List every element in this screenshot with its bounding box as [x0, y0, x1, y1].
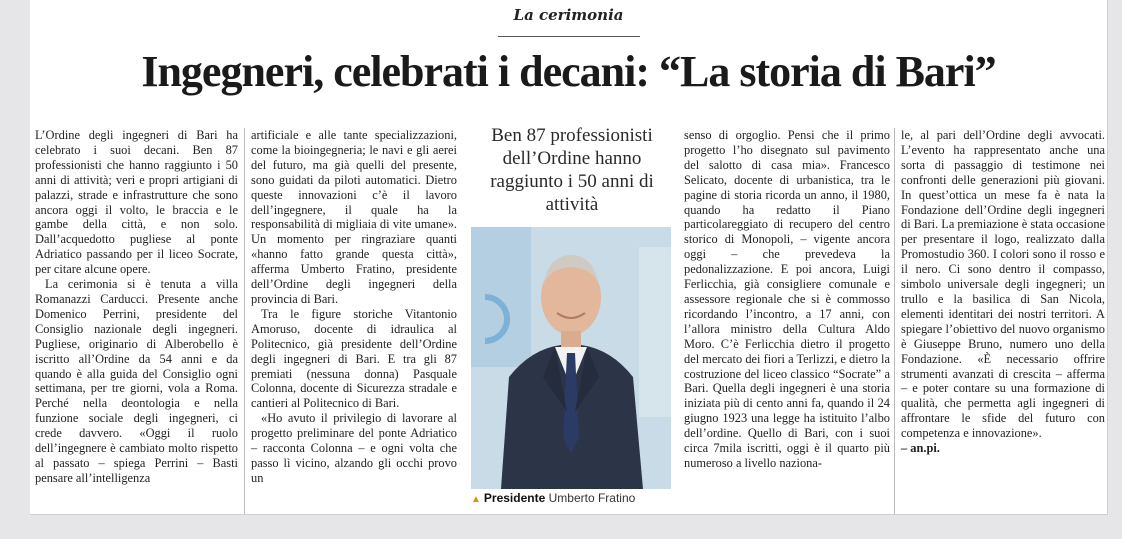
caption-name: Umberto Fratino: [548, 491, 636, 505]
caption-label: Presidente: [483, 491, 546, 505]
column-divider: [244, 128, 245, 514]
paragraph: artificiale e alle tante specializzazioni, come la bioingegneria; le navi e gli aerei del futuro, ma già quelli del presente, sono guidati da piloti automatici. Dietro queste innovazioni c’è il lavoro dell’ingegnere, il quale ha la responsabilità di migliaia di vite umane». Un momento per ringraziare quanti «hanno fatto grande questa città», afferma Umberto Fratino, presidente dell’Ordine degli ingegneri della provincia di Bari.: [251, 128, 457, 306]
paragraph: Tra le figure storiche Vitantonio Amoruso, docente di idraulica al Politecnico, già presidente dell’Ordine degli ingegneri di Bari. E tra gli 87 premiati (nessuna donna) Pasquale Colonna, docente di Sicurezza stradale e cantieri al Politecnico di Bari.: [251, 306, 457, 411]
triangle-up-icon: ▲: [471, 494, 481, 505]
paragraph: le, al pari dell’Ordine degli avvocati. L’evento ha rappresentato anche una sorta di passaggio di testimone nei confronti delle generazioni più giovani. In quest’ottica un mese fa è nata la Fondazione dell’Ordine degli ingegneri di Bari. La premiazione è stata occasione per presentare il logo, realizzato dalla Promostudio 360. I colori sono il rosso e il nero. Ci sono dentro il compasso, simbolo universale degli ingegneri; un trullo e la basilica di San Nicola, elementi identitari dei nostri territori. A spiegare l’obiettivo del nuovo organismo è Giuseppe Bruno, numero uno della Fondazione. «È necessario offrire strumenti avanzati di crescita – afferma – e poter contare su una formazione di qualità, che permetta agli ingegneri di affrontare le sfide del futuro con competenza e innovazione».: [901, 128, 1106, 441]
author-signature: – an.pi.: [901, 441, 940, 456]
text-column-5: [901, 128, 1105, 456]
paragraph: «Ho avuto il privilegio di lavorare al progetto preliminare del ponte Adriatico – racconta Colonna – e ogni volta che passo lì vicino, alzando gli occhi provo un: [251, 411, 457, 485]
portrait-photo: [471, 227, 671, 489]
kicker-divider: [498, 36, 640, 37]
paragraph: senso di orgoglio. Pensi che il primo progetto l’ho disegnato sul pavimento del salotto di casa mia». Francesco Selicato, docente di urbanistica, tra le pagine di storia ricorda un anno, il 1980, quando ha redatto il Piano particolareggiato di recupero del centro storico di Monopoli, – vigente ancora oggi – che prevedeva la pedonalizzazione. E poi ancora, Luigi Ferlicchia, già consigliere comunale e assessore regionale che si è commosso ricordando l’incontro, a 17 anni, con l’allora ministro della Cultura Aldo Moro. C’è Ferlicchia dietro il progetto del mercato dei fiori a Terlizzi, e dietro la costruzione del liceo classico “Socrate” a Bari. Quella degli ingegneri è una storia iniziata più di cento anni fa, quando il 24 giugno 1923 una legge ha istituito l’albo dell’ordine. Quello di Bari, con i suoi circa 7mila iscritti, oggi è il quarto più numeroso a livello naziona-: [684, 128, 890, 470]
text-column-1: [35, 128, 238, 486]
pull-quote: Ben 87 professionisti dell’Ordine hanno raggiunto i 50 anni di attività: [490, 125, 654, 215]
text-column-4: [684, 128, 890, 471]
text-column-2: [251, 128, 457, 486]
paragraph: L’Ordine degli ingegneri di Bari ha celebrato i suoi decani. Ben 87 professionisti che hanno raggiunto i 50 anni di attività; veri e propri artigiani di palazzi, strade e infrastrutture che sono ancora oggi il volto, le braccia e le gambe della città, e non solo. Dall’acquedotto pugliese al ponte Adriatico passando per il liceo Socrate, per citare alcune opere.: [35, 128, 238, 277]
headline: Ingegneri, celebrati i decani: “La storia di Bari”: [141, 47, 996, 96]
portrait-illustration: [471, 227, 671, 489]
photo-caption: [471, 491, 681, 505]
newspaper-page: [30, 0, 1108, 515]
section-kicker: La cerimonia: [513, 6, 624, 24]
paragraph: La cerimonia si è tenuta a villa Romanazzi Carducci. Presente anche Domenico Perrini, presidente del Consiglio nazionale degli ingegneri. Pugliese, originario di Alberobello è iscritto all’Ordine da 54 anni e da quando è alla guida del Consiglio ogni settimana, per tre giorni, vola a Roma. Perché nella deontologia e nella funzione sociale degli ingegneri, ci crede davvero. «Oggi il ruolo dell’ingegnere è cambiato molto rispetto al passato – spiega Perrini – Basti pensare all’intelligenza: [35, 277, 238, 485]
column-divider: [894, 128, 895, 514]
